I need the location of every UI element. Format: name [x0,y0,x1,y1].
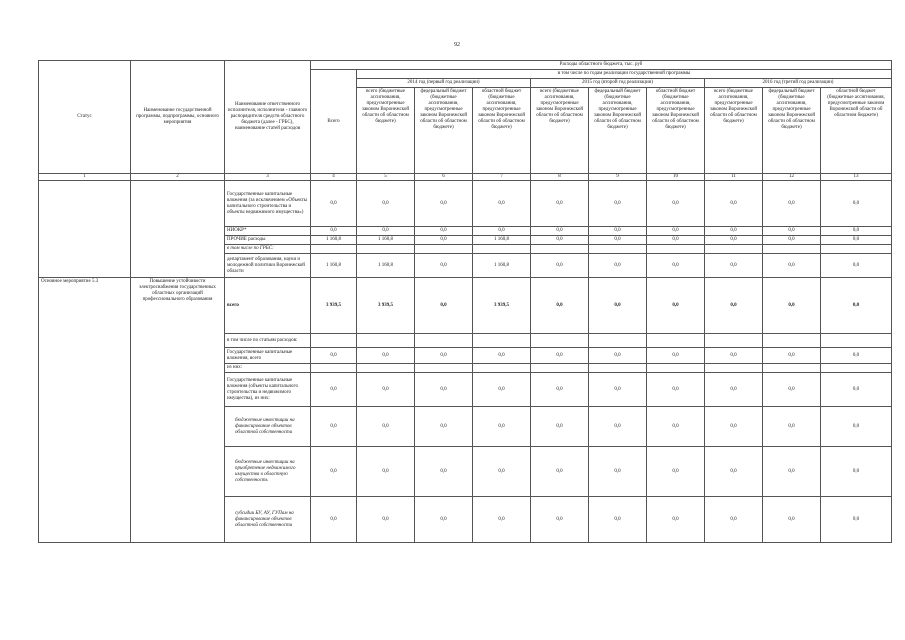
empty-cell [131,245,225,254]
value-cell: 0,0 [589,278,647,334]
value-cell: 1 160,8 [473,254,531,278]
value-cell: 0,0 [705,407,763,447]
value-cell: 0,0 [705,227,763,236]
value-cell: 3 939,5 [357,278,415,334]
value-cell: 0,0 [763,278,821,334]
header-regional-y3: областной бюджет (бюджетные ассигнования, предусмотренные законом Воронежской области об областном бюджете) [821,88,892,174]
column-number: 5 [357,174,415,181]
value-cell: 0,0 [705,373,763,407]
value-cell: 0,0 [589,497,647,543]
value-cell [589,334,647,348]
value-cell: 0,0 [821,348,892,364]
value-cell: 0,0 [531,373,589,407]
value-cell: 0,0 [589,407,647,447]
value-cell: 0,0 [763,254,821,278]
value-cell: 0,0 [311,181,357,227]
column-number: 4 [311,174,357,181]
column-number: 9 [589,174,647,181]
value-cell: 0,0 [531,407,589,447]
value-cell: 0,0 [531,278,589,334]
value-cell: 0,0 [647,227,705,236]
empty-cell [131,227,225,236]
value-cell [531,364,589,373]
value-cell [531,245,589,254]
empty-cell [39,236,131,245]
value-cell: 1 160,8 [311,254,357,278]
row-label: ПРОЧИЕ расходы [225,236,311,245]
value-cell: 0,0 [473,497,531,543]
column-number: 2 [131,174,225,181]
table-row [39,227,892,236]
header-year-1: 2014 год (первый год реализации) [357,79,531,88]
empty-cell [131,236,225,245]
value-cell [589,364,647,373]
value-cell: 0,0 [311,227,357,236]
value-cell: 0,0 [473,181,531,227]
value-cell [821,364,892,373]
event-status: Основное мероприятие 5.3 [39,278,131,543]
value-cell: 0,0 [763,227,821,236]
value-cell: 0,0 [647,348,705,364]
event-total-label: всего [225,278,311,334]
table-row [39,181,892,227]
value-cell: 0,0 [415,407,473,447]
value-cell: 0,0 [763,497,821,543]
value-cell: 0,0 [415,227,473,236]
value-cell: 0,0 [357,407,415,447]
header-program: Наименование государственной программы, подпрограммы, основного мероприятия [131,61,225,174]
value-cell: 0,0 [473,348,531,364]
value-cell: 0,0 [415,181,473,227]
row-label: бюджетные инвестиции на приобретение недвижимого имущества в областную собственность [225,447,311,497]
value-cell: 0,0 [647,447,705,497]
value-cell [705,364,763,373]
value-cell: 0,0 [357,447,415,497]
value-cell: 0,0 [589,236,647,245]
value-cell [647,334,705,348]
value-cell: 0,0 [821,181,892,227]
value-cell [647,245,705,254]
column-number: 13 [821,174,892,181]
value-cell: 0,0 [531,227,589,236]
column-number: 1 [39,174,131,181]
header-all-y2: всего (бюджетные ассигнования, предусмотренные законом Воронежской области об областном бюджете) [531,88,589,174]
value-cell: 1 160,8 [311,236,357,245]
row-label: субсидии БУ, АУ, ГУПам на финансирование объектов областной собственности [225,497,311,543]
value-cell: 0,0 [311,348,357,364]
value-cell: 0,0 [821,497,892,543]
value-cell [705,334,763,348]
value-cell: 0,0 [531,348,589,364]
value-cell: 0,0 [821,236,892,245]
value-cell [531,334,589,348]
value-cell [311,334,357,348]
empty-cell [131,254,225,278]
header-regional-y2: областной бюджет (бюджетные ассигнования, предусмотренные законом Воронежской области об областном бюджете) [647,88,705,174]
value-cell [473,245,531,254]
empty-cell [39,245,131,254]
value-cell [763,334,821,348]
column-number: 7 [473,174,531,181]
value-cell: 0,0 [589,181,647,227]
header-federal-y1: федеральный бюджет (бюджетные ассигнования, предусмотренные законом Воронежской области об областном бюджете) [415,88,473,174]
column-number: 8 [531,174,589,181]
row-label: департамент образования, науки и молодежной политики Воронежской области [225,254,311,278]
budget-table [38,60,892,543]
empty-cell [39,227,131,236]
column-number: 11 [705,174,763,181]
value-cell: 0,0 [705,236,763,245]
value-cell: 0,0 [473,227,531,236]
value-cell: 0,0 [647,181,705,227]
value-cell [311,364,357,373]
value-cell: 0,0 [311,447,357,497]
value-cell: 0,0 [531,236,589,245]
value-cell: 0,0 [589,348,647,364]
value-cell: 0,0 [311,407,357,447]
value-cell: 0,0 [763,407,821,447]
value-cell: 0,0 [531,254,589,278]
value-cell: 1 160,8 [473,236,531,245]
header-regional-y1: областной бюджет (бюджетные ассигнования, предусмотренные законом Воронежской области об областном бюджете) [473,88,531,174]
header-status: Статус [39,61,131,174]
column-number: 12 [763,174,821,181]
value-cell: 0,0 [821,227,892,236]
row-label: в том числе по ГРБС: [225,245,311,254]
value-cell: 0,0 [763,447,821,497]
header-federal-y2: федеральный бюджет (бюджетные ассигнования, предусмотренные законом Воронежской области об областном бюджете) [589,88,647,174]
value-cell: 0,0 [705,348,763,364]
empty-cell [39,181,131,227]
column-number: 10 [647,174,705,181]
value-cell: 0,0 [357,497,415,543]
value-cell: 0,0 [647,236,705,245]
row-label: Государственные капитальные вложения (за исключением «Объекты капитального строительства и объекты недвижимого имущества») [225,181,311,227]
value-cell: 0,0 [821,447,892,497]
row-label: Государственные капитальные вложения (объекты капитального строительства и недвижимого имущества), из них: [225,373,311,407]
empty-cell [131,181,225,227]
value-cell: 0,0 [647,407,705,447]
value-cell: 0,0 [415,447,473,497]
value-cell: 0,0 [763,181,821,227]
value-cell [763,364,821,373]
value-cell: 0,0 [589,227,647,236]
value-cell: 0,0 [415,348,473,364]
value-cell: 0,0 [821,373,892,407]
header-year-2: 2015 год (второй год реализации) [531,79,705,88]
value-cell [415,364,473,373]
value-cell: 0,0 [705,497,763,543]
value-cell [589,245,647,254]
value-cell [821,334,892,348]
value-cell: 0,0 [763,348,821,364]
value-cell: 0,0 [531,447,589,497]
value-cell: 0,0 [647,254,705,278]
value-cell: 0,0 [705,254,763,278]
value-cell: 0,0 [357,373,415,407]
value-cell: 0,0 [763,236,821,245]
value-cell: 0,0 [705,447,763,497]
value-cell: 0,0 [589,254,647,278]
column-number: 3 [225,174,311,181]
value-cell: 3 939,5 [311,278,357,334]
value-cell: 0,0 [821,407,892,447]
value-cell: 0,0 [647,373,705,407]
value-cell: 1 160,8 [357,236,415,245]
header-all-y1: всего (бюджетные ассигнования, предусмотренные законом Воронежской области об областном бюджете) [357,88,415,174]
value-cell: 0,0 [647,497,705,543]
value-cell [357,245,415,254]
value-cell: 0,0 [589,373,647,407]
value-cell [415,334,473,348]
value-cell: 0,0 [415,236,473,245]
empty-cell [39,254,131,278]
value-cell: 0,0 [415,497,473,543]
value-cell: 0,0 [763,373,821,407]
value-cell [473,364,531,373]
column-number: 6 [415,174,473,181]
value-cell: 0,0 [473,373,531,407]
table-row [39,245,892,254]
value-cell [357,334,415,348]
table-row [39,236,892,245]
row-label: НИОКР* [225,227,311,236]
row-label: из них: [225,364,311,373]
value-cell: 0,0 [647,278,705,334]
value-cell: 0,0 [821,278,892,334]
header-total: Всего [311,70,357,174]
value-cell: 0,0 [357,181,415,227]
row-label: в том числе по статьям расходов: [225,334,311,348]
value-cell: 0,0 [531,181,589,227]
value-cell: 0,0 [357,227,415,236]
event-name: Повышение устойчивости электроснабжения государственных областных организаций профессионального образования [131,278,225,543]
header-all-y3: всего (бюджетные ассигнования, предусмотренные законом Воронежской области об областном бюджете) [705,88,763,174]
value-cell: 1 160,8 [357,254,415,278]
value-cell: 0,0 [473,447,531,497]
header-year-3: 2016 год (третий год реализации) [705,79,892,88]
value-cell [705,245,763,254]
value-cell: 0,0 [473,407,531,447]
value-cell: 0,0 [531,497,589,543]
value-cell [415,245,473,254]
row-label: Государственные капитальные вложения, всего [225,348,311,364]
value-cell: 0,0 [705,278,763,334]
header-expenses: Расходы областного бюджета, тыс. руб [311,61,892,70]
value-cell [647,364,705,373]
page-number: 92 [454,42,460,48]
header-executor: Наименование ответственного исполнителя, исполнителя - главного распорядителя средств областного бюджета (далее - ГРБС), наименование статей расходов [225,61,311,174]
value-cell: 0,0 [821,254,892,278]
value-cell: 3 939,5 [473,278,531,334]
value-cell [311,245,357,254]
value-cell [821,245,892,254]
value-cell [763,245,821,254]
value-cell: 0,0 [415,278,473,334]
value-cell: 0,0 [311,373,357,407]
value-cell: 0,0 [311,497,357,543]
header-by-years: в том числе по годам реализации государственной программы [357,70,892,79]
value-cell [357,364,415,373]
table-row [39,254,892,278]
row-label: бюджетные инвестиции на финансирование объектов областной собственности [225,407,311,447]
value-cell: 0,0 [705,181,763,227]
value-cell [473,334,531,348]
value-cell: 0,0 [357,348,415,364]
header-federal-y3: федеральный бюджет (бюджетные ассигнования, предусмотренные законом Воронежской области об областном бюджете) [763,88,821,174]
value-cell: 0,0 [415,373,473,407]
value-cell: 0,0 [415,254,473,278]
table-row [39,278,892,334]
value-cell: 0,0 [589,447,647,497]
